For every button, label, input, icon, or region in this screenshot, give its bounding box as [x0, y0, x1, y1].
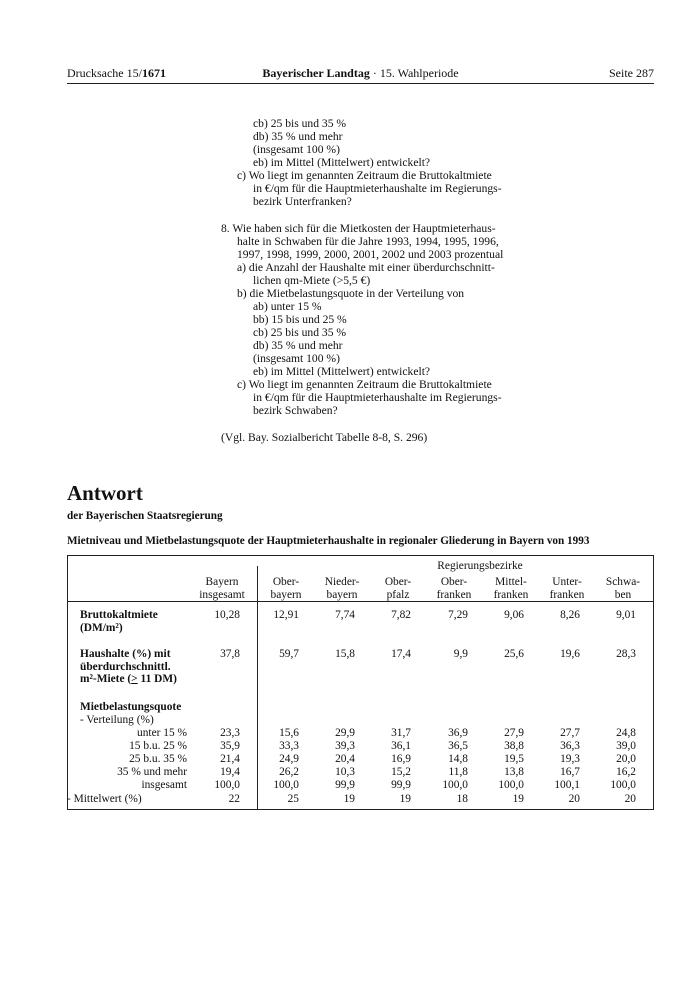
header-page-number: Seite 287	[609, 66, 654, 80]
answer-subheading: der Bayerischen Staatsregierung	[67, 510, 223, 522]
column-header: Mittel- franken	[493, 576, 529, 601]
table-cell: 24,9	[279, 753, 299, 765]
question-line: bb) 15 bis und 25 %	[253, 313, 347, 326]
column-header: Unter- franken	[549, 576, 585, 601]
question-line: c) Wo liegt im genannten Zeitraum die Bruttokaltmiete	[237, 169, 492, 182]
table-cell: 12,91	[273, 609, 299, 621]
row-label-mittelwert: - Mittelwert (%)	[67, 793, 142, 805]
table-cell: 19,5	[504, 753, 524, 765]
table-cell: 16,9	[391, 753, 411, 765]
table-cell: 15,2	[391, 766, 411, 778]
row-label-sub: 35 % und mehr	[117, 766, 187, 778]
table-cell: 23,3	[220, 727, 240, 739]
question-line: b) die Mietbelastungsquote in der Verteilung von	[237, 287, 465, 300]
table-cell: 17,4	[391, 648, 411, 660]
column-header: Schwa- ben	[605, 576, 641, 601]
question-line: (insgesamt 100 %)	[253, 352, 340, 365]
table-cell: 18	[456, 793, 468, 805]
question-line: 8. Wie haben sich für die Mietkosten der Hauptmieterhaus-	[221, 222, 496, 235]
table-cell: 16,2	[616, 766, 636, 778]
table-cell: 20,0	[616, 753, 636, 765]
table-cell: 38,8	[504, 740, 524, 752]
table-cell: 9,06	[504, 609, 524, 621]
table-cell: 25,6	[504, 648, 524, 660]
question-line: eb) im Mittel (Mittelwert) entwickelt?	[253, 156, 431, 169]
question-line: lichen qm-Miete (>5,5 €)	[253, 274, 371, 287]
table-cell: 99,9	[391, 779, 411, 791]
table-cell: 20,4	[335, 753, 355, 765]
row-label-sub: insgesamt	[141, 779, 187, 791]
table-cell: 13,8	[504, 766, 524, 778]
table-cell: 21,4	[220, 753, 240, 765]
table-cell: 20	[568, 793, 580, 805]
table-cell: 36,9	[448, 727, 468, 739]
column-header: Nieder- bayern	[324, 576, 360, 601]
table-cell: 36,3	[560, 740, 580, 752]
table-cell: 27,7	[560, 727, 580, 739]
question-line: halte in Schwaben für die Jahre 1993, 1994, 1995, 1996,	[237, 235, 499, 248]
table-cell: 29,9	[335, 727, 355, 739]
table-cell: 19,3	[560, 753, 580, 765]
table-cell: 11,8	[448, 766, 468, 778]
table-cell: 36,1	[391, 740, 411, 752]
table-cell: 7,74	[335, 609, 355, 621]
table-cell: 19	[512, 793, 524, 805]
table-cell: 59,7	[279, 648, 299, 660]
header-divider	[67, 83, 654, 84]
question-line: eb) im Mittel (Mittelwert) entwickelt?	[253, 365, 431, 378]
table-cell: 19	[399, 793, 411, 805]
question-line: bezirk Unterfranken?	[253, 195, 352, 208]
row-label-sub: unter 15 %	[137, 727, 187, 739]
table-cell: 39,0	[616, 740, 636, 752]
row-label-bruttokaltmiete: Bruttokaltmiete (DM/m²)	[80, 609, 158, 634]
question-line: in €/qm für die Hauptmieterhaushalte im Regierungs-	[253, 391, 502, 404]
header-drucksache: Drucksache 15/1671	[67, 66, 166, 80]
table-cell: 28,3	[616, 648, 636, 660]
group-header-regierungsbezirke: Regierungsbezirke	[437, 560, 523, 572]
column-header: Ober- pfalz	[384, 576, 412, 601]
table-cell: 15,6	[279, 727, 299, 739]
table-cell: 100,0	[273, 779, 299, 791]
table-cell: 7,82	[391, 609, 411, 621]
table-cell: 35,9	[220, 740, 240, 752]
row-label-sub: 15 b.u. 25 %	[129, 740, 187, 752]
header-landtag: Bayerischer Landtag · 15. Wahlperiode	[262, 66, 459, 80]
table-cell: 14,8	[448, 753, 468, 765]
table-cell: 39,3	[335, 740, 355, 752]
table-cell: 31,7	[391, 727, 411, 739]
table-cell: 26,2	[279, 766, 299, 778]
table-cell: 10,3	[335, 766, 355, 778]
question-line: 1997, 1998, 1999, 2000, 2001, 2002 und 2003 prozentual	[237, 248, 504, 261]
table-cell: 24,8	[616, 727, 636, 739]
table-cell: 100,0	[442, 779, 468, 791]
table-cell: 8,26	[560, 609, 580, 621]
table-cell: 15,8	[335, 648, 355, 660]
table-cell: 9,9	[453, 648, 468, 660]
row-label-haushalte: Haushalte (%) mit überdurchschnittl. m²-Miete (> 11 DM)	[80, 648, 177, 686]
table-cell: 19,4	[220, 766, 240, 778]
table-cell: 7,29	[448, 609, 468, 621]
column-header: Ober- bayern	[270, 576, 302, 601]
table-cell: 100,0	[610, 779, 636, 791]
table-cell: 9,01	[616, 609, 636, 621]
question-line: ab) unter 15 %	[253, 300, 322, 313]
table-cell: 25	[287, 793, 299, 805]
table-cell: 22	[228, 793, 240, 805]
question-line: a) die Anzahl der Haushalte mit einer überdurchschnitt-	[237, 261, 495, 274]
table-cell: 100,0	[214, 779, 240, 791]
column-header: Ober- franken	[436, 576, 472, 601]
question-line: cb) 25 bis und 35 %	[253, 326, 347, 339]
question-line: (insgesamt 100 %)	[253, 143, 340, 156]
row-label-sub: 25 b.u. 35 %	[129, 753, 187, 765]
table-cell: 100,0	[498, 779, 524, 791]
table-cell: 33,3	[279, 740, 299, 752]
question-line: db) 35 % und mehr	[253, 339, 343, 352]
table-cell: 27,9	[504, 727, 524, 739]
table-cell: 99,9	[335, 779, 355, 791]
source-note: (Vgl. Bay. Sozialbericht Tabelle 8-8, S. 296)	[221, 431, 428, 444]
table-cell: 100,1	[554, 779, 580, 791]
question-line: bezirk Schwaben?	[253, 404, 338, 417]
question-line: c) Wo liegt im genannten Zeitraum die Bruttokaltmiete	[237, 378, 492, 391]
column-header: Bayern insgesamt	[199, 576, 245, 601]
question-line: in €/qm für die Hauptmieterhaushalte im Regierungs-	[253, 182, 502, 195]
question-line: db) 35 % und mehr	[253, 130, 343, 143]
table-title: Mietniveau und Mietbelastungsquote der Hauptmieterhaushalte in regionaler Gliederung in Bayern von 1993	[67, 535, 590, 547]
table-cell: 16,7	[560, 766, 580, 778]
table-cell: 19	[343, 793, 355, 805]
table-cell: 19,6	[560, 648, 580, 660]
table-cell: 10,28	[214, 609, 240, 621]
answer-heading: Antwort	[67, 481, 143, 505]
question-line: cb) 25 bis und 35 %	[253, 117, 347, 130]
row-label-mietbelastungsquote: Mietbelastungsquote	[80, 701, 182, 713]
table-cell: 36,5	[448, 740, 468, 752]
row-label-verteilung: - Verteilung (%)	[80, 714, 154, 726]
table-cell: 37,8	[220, 648, 240, 660]
table-cell: 20	[624, 793, 636, 805]
